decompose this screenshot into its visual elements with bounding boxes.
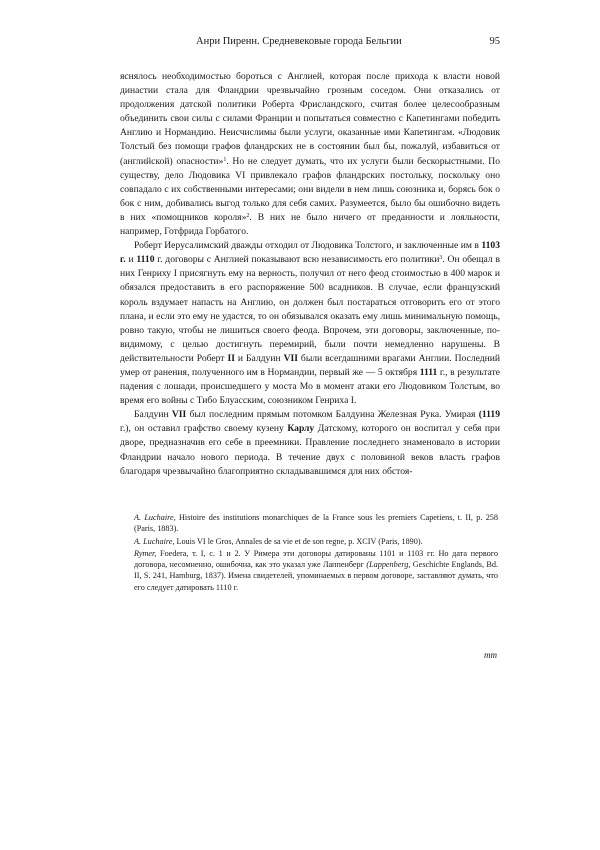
footnotes [134, 512, 498, 594]
footnote-ref-3[interactable]: 3 [439, 255, 443, 262]
signature-mark: mm [484, 650, 497, 660]
main-text [120, 70, 500, 479]
footnote-2: A. Luchaire, Louis VI le Gros, Annales de sa vie et de son regne, p. XCIV (Paris, 1890). [134, 536, 423, 546]
footnote-ref-1[interactable]: 1 [223, 156, 227, 163]
page-number: 95 [489, 36, 500, 47]
paragraph-1: яснялось необходимостью бороться с Англией, которая после прихода к власти новой династии стала для Фландрии чрезвычайно грозным соседом. Они отказались от продолжения датской политики Роберта Фрисландского, считая более целесообразным объединить свои силы с силами Франции и попытаться совместно с Капетингами победить Англию и Нормандию. Неисчислимы были услуги, оказанные ими Капетингам. «Людовик Толстый без помощи графов фландрских не в состоянии был бы, пожалуй, избавиться от (английской) опасности»$^1$. Но не следует думать, что их услуги были бескорыстными. По существу, дело Людовика VI привлекало графов фландрских постольку, поскольку оно совпадало с их собственными интересами; они видели в нем лишь союзника и, борясь бок о бок с ним, добивались выгод только для себя самих. Разумеется, было бы ошибочно видеть в них «помощников короля»$^2$. В них не было ничего от преданности и лояльности, например, Готфрида Горбатого. [120, 71, 500, 238]
footnote-1: A. Luchaire, Histoire des institutions monarchiques de la France sous les premiers Capetiens, t. II, p. 258 (Paris, 1883). [134, 513, 498, 534]
footnote-ref-2[interactable]: 2 [246, 212, 250, 219]
paragraph-2: Роберт Иерусалимский дважды отходил от Людовика Толстого, и заключенные им в 1103 г. и 1110 г. договоры с Англией показывают всю независимость его политики$^3$. Он обещал в них Генриху I присягнуть ему на верность, получил от него феод стоимостью в 400 марок и обязался предоставить в его распоряжение 500 всадников. В случае, если французский король вздумает напасть на Англию, он должен был постараться отговорить его от этого плана, и если это ему не удастся, то он обязывался оказать ему лишь минимальную помощь, ровно такую, чтобы не лишиться своего феода. Впрочем, эти договоры, заключенные, по-видимому, с целью достигнуть перемирий, были почти немедленно нарушены. В действительности Роберт II и Балдуин VII были всегдашними врагами Англии. Последний умер от ранения, полученного им в Нормандии, первый же — 5 октября 1111 г., в результате падения с лошади, происшедшего у моста Мо в момент атаки его Людовиком Толстым, во время его войны с Тибо Блуасским, союзником Генриха I. [120, 240, 501, 407]
running-title: Анри Пиренн. Средневековые города Бельгии [196, 36, 402, 47]
footnote-3: Rymer, Foedera, т. I, с. 1 и 2. У Римера эти договоры датированы 1101 и 1103 гг. Но дата первого договора, несомненно, ошибочна, как это указал уже Лаппенберг (Lappenberg, Geschichte Englands, Bd. II, S. 241, Hamburg, 1837). Имена свидетелей, упоминаемых в первом договоре, заставляют думать, что его следует датировать 1110 г. [134, 548, 499, 592]
paragraph-3: Балдуин VII был последним прямым потомком Балдуина Железная Рука. Умирая (1119 г.), он оставил графство своему кузену Карлу Датскому, которого он воспитал у себя при дворе, предназначив его себе в преемники. Правление последнего знаменовало в истории Фландрии начало нового периода. В течение двух с половиной веков власть графов благодаря чрезвычайно благоприятно складывавшимся для них обстоя- [120, 409, 501, 477]
